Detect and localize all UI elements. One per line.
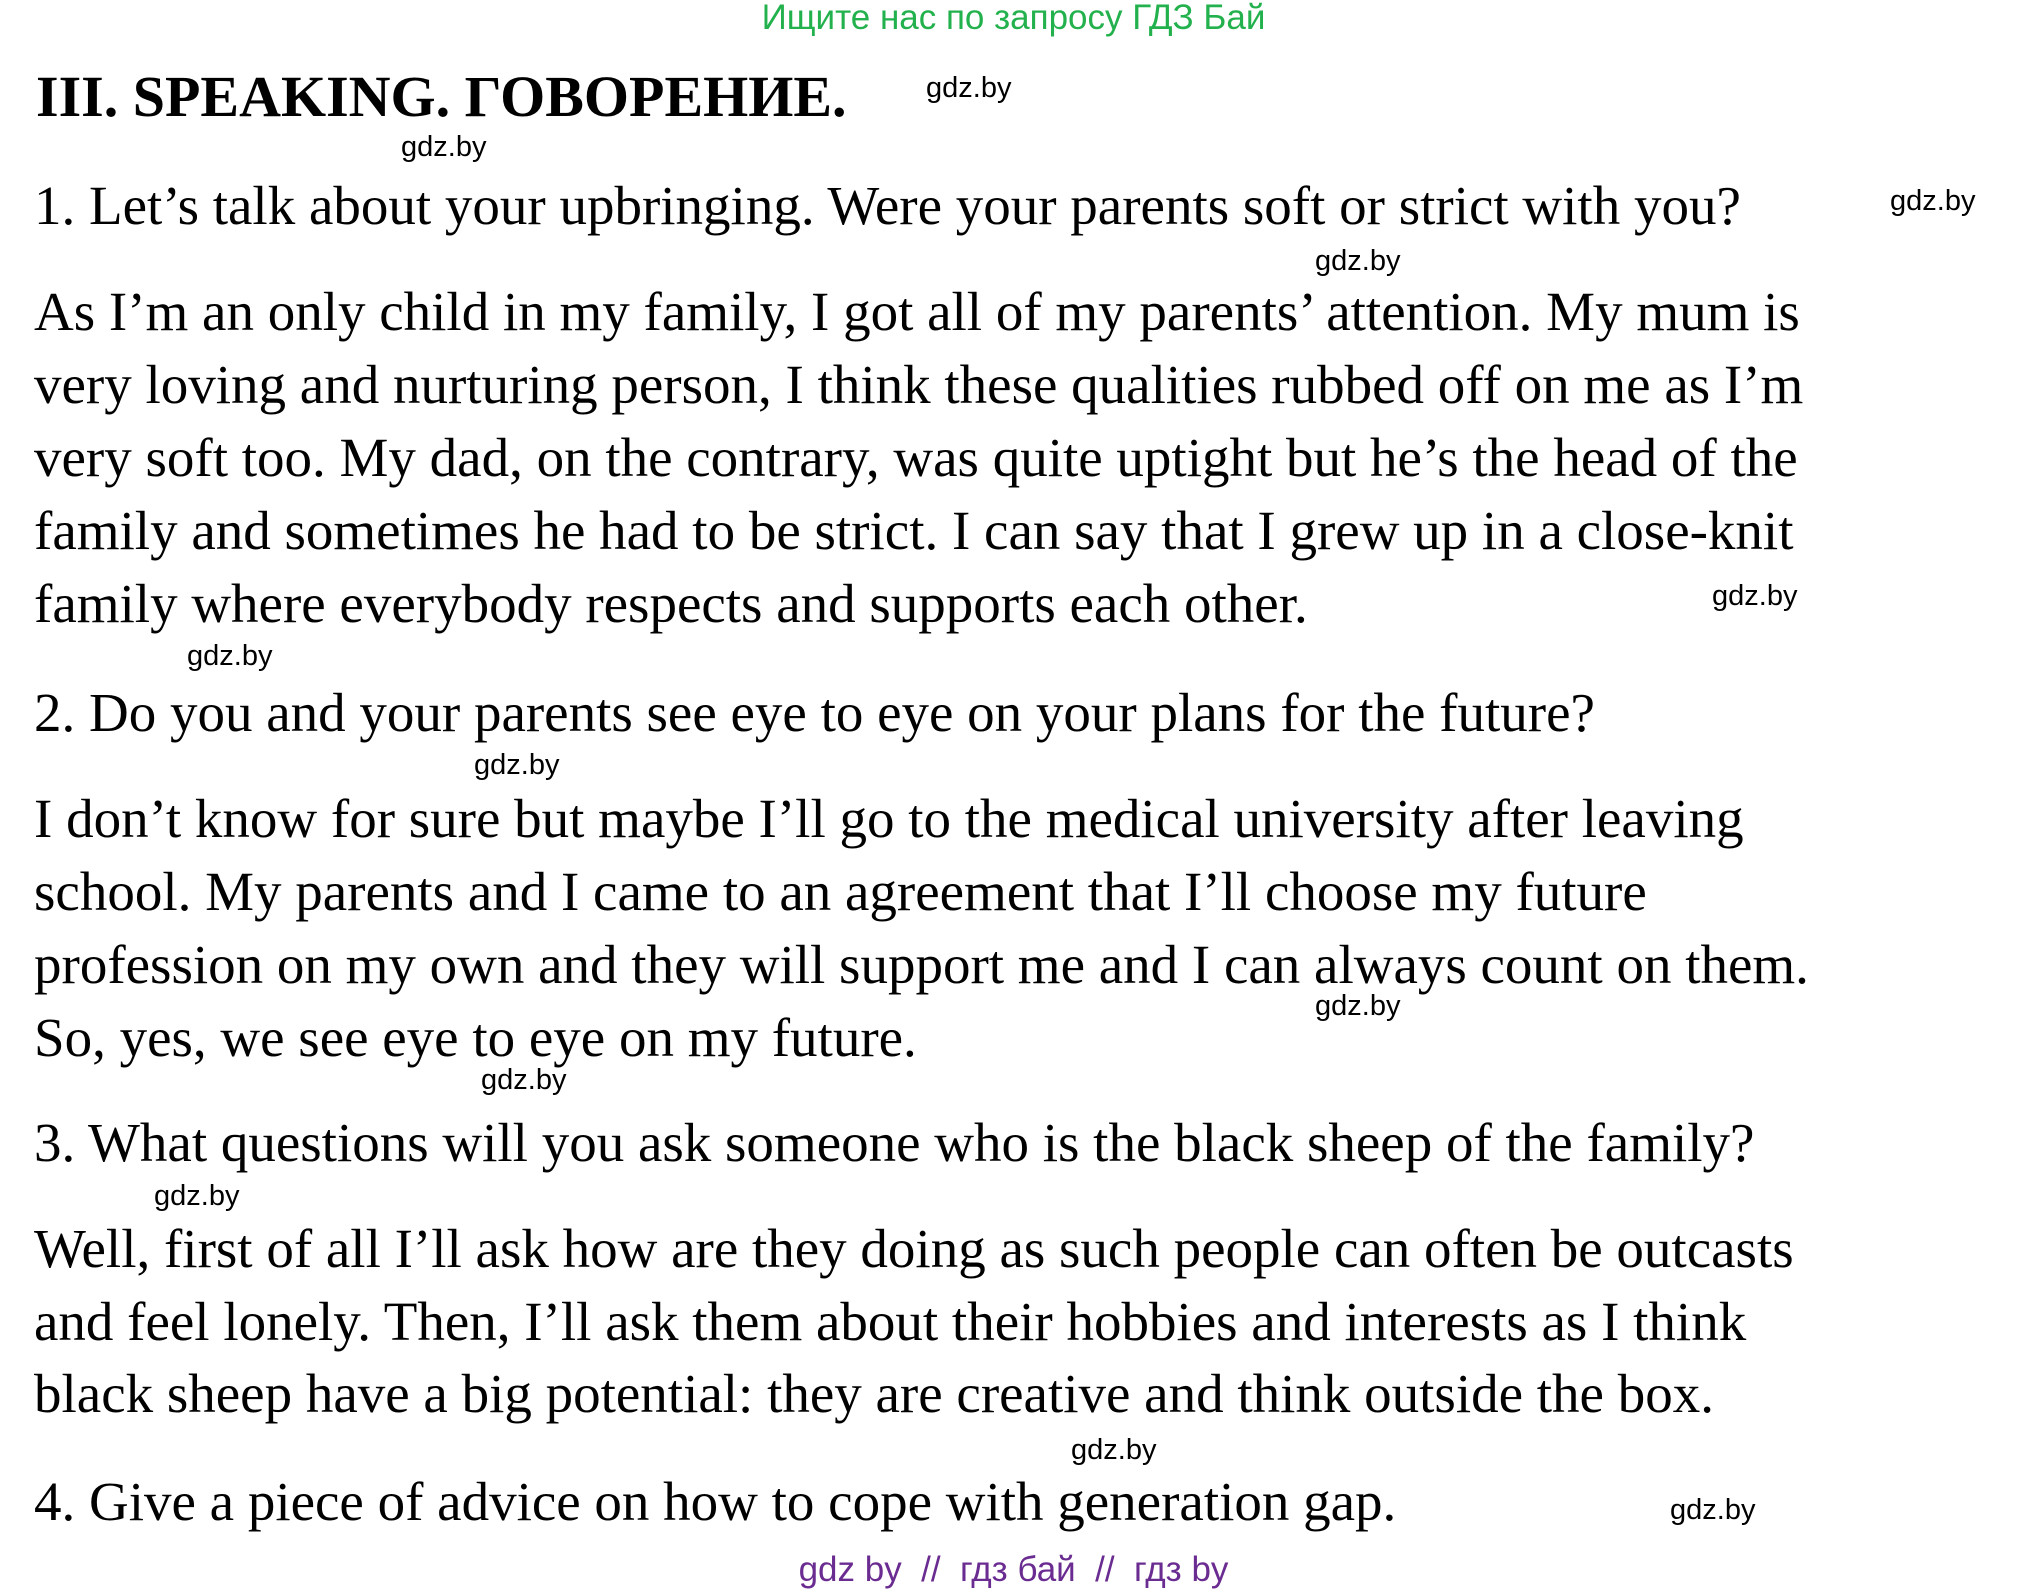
watermark: gdz.by [187,640,273,672]
answer-3-line-3: black sheep have a big potential: they are creative and think outside the box. [34,1363,1714,1424]
watermark: gdz.by [1712,580,1798,612]
watermark: gdz.by [481,1064,567,1096]
watermark: gdz.by [154,1180,240,1212]
watermark: gdz.by [1315,245,1401,277]
answer-2-line-1: I don’t know for sure but maybe I’ll go to the medical university after leaving [34,788,1744,849]
answer-3-line-1: Well, first of all I’ll ask how are they doing as such people can often be outcasts [34,1218,1794,1279]
question-2: 2. Do you and your parents see eye to eye on your plans for the future? [34,682,1595,743]
answer-1-line-2: very loving and nurturing person, I think these qualities rubbed off on me as I’m [34,354,1804,415]
answer-1-line-3: very soft too. My dad, on the contrary, was quite uptight but he’s the head of the [34,427,1798,488]
answer-1-line-5: family where everybody respects and supports each other. [34,573,1308,634]
watermark: gdz.by [401,131,487,163]
watermark: gdz.by [926,72,1012,104]
watermark: gdz.by [1890,185,1976,217]
watermark: gdz.by [1670,1494,1756,1526]
answer-2-line-2: school. My parents and I came to an agreement that I’ll choose my future [34,861,1647,922]
answer-2-line-4: So, yes, we see eye to eye on my future. [34,1007,917,1068]
section-heading: III. SPEAKING. ГОВОРЕНИЕ. [36,64,847,129]
question-1: 1. Let’s talk about your upbringing. Were your parents soft or strict with you? [34,175,1741,236]
watermark: gdz.by [474,749,560,781]
answer-2-line-3: profession on my own and they will support me and I can always count on them. [34,934,1809,995]
answer-1-line-4: family and sometimes he had to be strict. I can say that I grew up in a close-knit [34,500,1794,561]
top-banner: Ищите нас по запросу ГДЗ Бай [761,0,1266,37]
answer-3-line-2: and feel lonely. Then, I’ll ask them about their hobbies and interests as I think [34,1291,1747,1352]
question-4: 4. Give a piece of advice on how to cope with generation gap. [34,1471,1397,1532]
watermark: gdz.by [1071,1434,1157,1466]
answer-1-line-1: As I’m an only child in my family, I got all of my parents’ attention. My mum is [34,281,1800,342]
watermark: gdz.by [1315,990,1401,1022]
question-3: 3. What questions will you ask someone who is the black sheep of the family? [34,1112,1755,1173]
footer-links: gdz by // гдз бай // гдз by [798,1550,1229,1589]
